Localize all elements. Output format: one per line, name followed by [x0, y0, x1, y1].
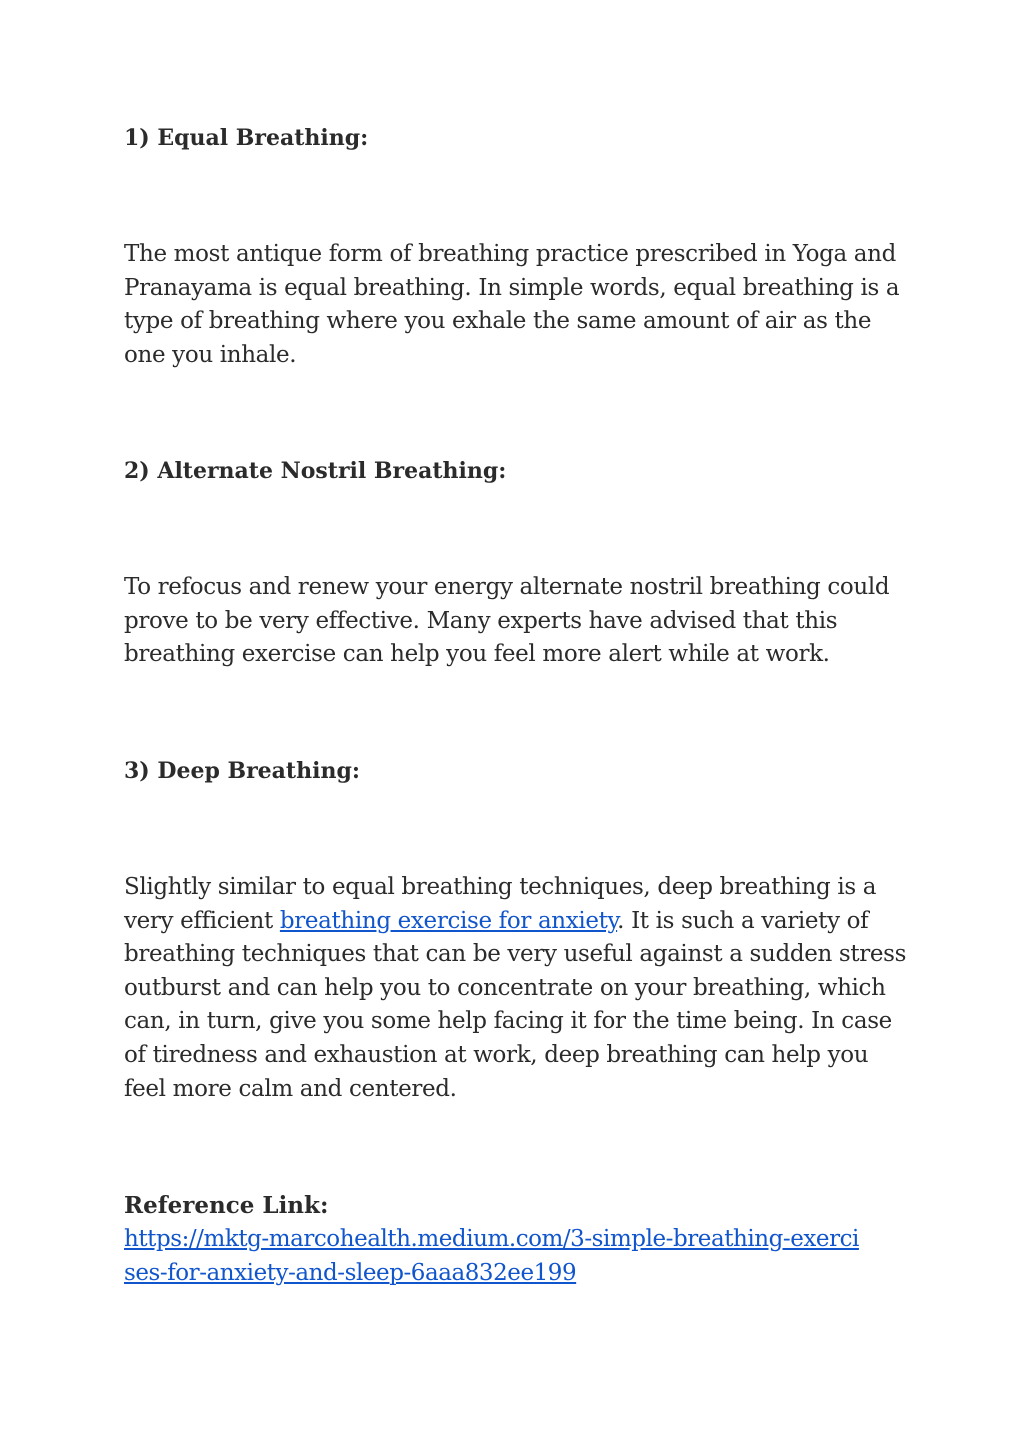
section-paragraph-alternate-nostril-breathing	[124, 571, 914, 672]
reference-url-link-continued[interactable]: ses-for-anxiety-and-sleep-6aaa832ee199	[124, 1259, 577, 1286]
paragraph-line: To refocus and renew your energy alternate nostril breathing could	[124, 574, 890, 600]
paragraph-line: prove to be very effective. Many experts have advised that this	[124, 607, 838, 634]
paragraph-line: Slightly similar to equal breathing techniques, deep breathing is a	[124, 874, 877, 900]
paragraph-line: breathing techniques that can be very useful against a sudden stress	[124, 941, 907, 968]
section-paragraph-equal-breathing	[124, 238, 914, 372]
reference-url-link[interactable]: https://mktg-marcohealth.medium.com/3-simple-breathing-exerci	[124, 1226, 859, 1252]
section-heading-alternate-nostril-breathing: 2) Alternate Nostril Breathing:	[124, 458, 507, 484]
paragraph-line	[124, 905, 914, 939]
inline-text: very efficient	[124, 907, 280, 934]
inline-text: . It is such a variety of	[617, 907, 869, 934]
reference-label: Reference Link:	[124, 1192, 329, 1219]
paragraph-line: type of breathing where you exhale the same amount of air as the	[124, 308, 872, 335]
section-paragraph-deep-breathing	[124, 871, 914, 1106]
breathing-exercise-link[interactable]: breathing exercise for anxiety	[279, 907, 618, 934]
paragraph-line: one you inhale.	[124, 341, 297, 368]
paragraph-line: Pranayama is equal breathing. In simple words, equal breathing is a	[124, 274, 900, 301]
section-heading-deep-breathing: 3) Deep Breathing:	[124, 758, 360, 784]
paragraph-line: The most antique form of breathing practice prescribed in Yoga and	[124, 241, 896, 267]
paragraph-line: feel more calm and centered.	[124, 1075, 457, 1102]
section-heading-equal-breathing: 1) Equal Breathing:	[124, 125, 369, 151]
paragraph-line: can, in turn, give you some help facing it for the time being. In case	[124, 1008, 892, 1035]
reference-url-block	[124, 1223, 859, 1290]
paragraph-line: outburst and can help you to concentrate on your breathing, which	[124, 974, 886, 1001]
paragraph-line: of tiredness and exhaustion at work, deep breathing can help you	[124, 1041, 869, 1068]
paragraph-line: breathing exercise can help you feel more alert while at work.	[124, 641, 830, 668]
